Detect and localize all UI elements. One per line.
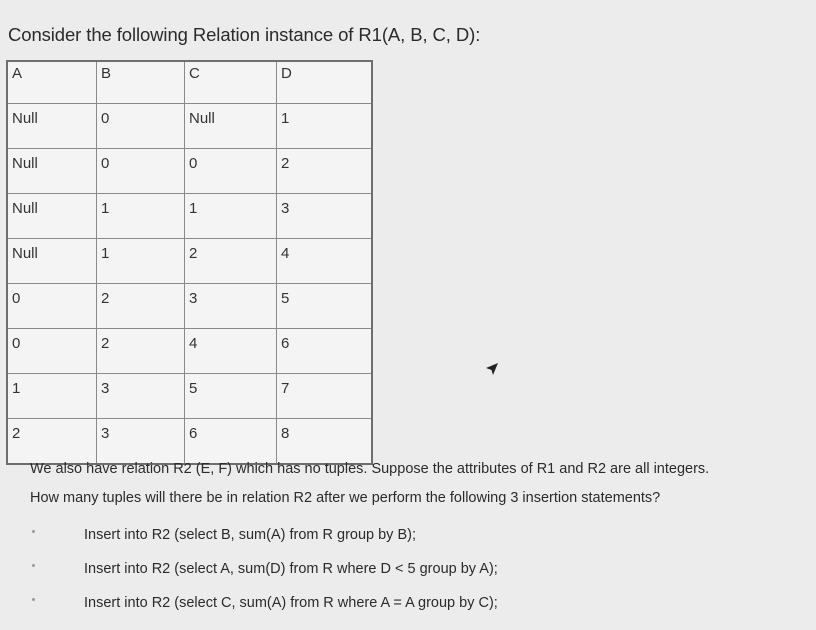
statement-text: Insert into R2 (select B, sum(A) from R group by B);	[84, 527, 416, 543]
table-cell: 2	[185, 239, 277, 284]
statement-text: Insert into R2 (select A, sum(D) from R where D < 5 group by A);	[84, 561, 498, 577]
table-cell: 5	[277, 284, 373, 329]
table-row	[7, 239, 372, 284]
question-line: We also have relation R2 (E, F) which has no tuples. Suppose the attributes of R1 and R2 are all integers.	[30, 461, 710, 477]
table-cell: 2	[97, 329, 185, 374]
table-cell: 2	[277, 149, 373, 194]
table-cell: 3	[97, 419, 185, 465]
column-header-a: A	[7, 61, 97, 104]
table-cell: 1	[277, 104, 373, 149]
table-cell: 4	[277, 239, 373, 284]
table-cell: Null	[7, 104, 97, 149]
table-cell: 1	[185, 194, 277, 239]
table-cell: Null	[185, 104, 277, 149]
table-cell: 3	[97, 374, 185, 419]
table-cell: 2	[7, 419, 97, 465]
question-line: How many tuples will there be in relation R2 after we perform the following 3 insertion statements?	[30, 490, 661, 506]
table-cell: 1	[97, 239, 185, 284]
table-cell: Null	[7, 194, 97, 239]
table-row	[7, 104, 372, 149]
table-row	[7, 149, 372, 194]
table-cell: 4	[185, 329, 277, 374]
table-cell: 0	[7, 284, 97, 329]
table-cell: 6	[277, 329, 373, 374]
table-cell: 0	[185, 149, 277, 194]
bullet-icon	[32, 530, 35, 533]
table-cell: 8	[277, 419, 373, 465]
table-cell: 7	[277, 374, 373, 419]
column-header-d: D	[277, 61, 373, 104]
table-cell: 3	[277, 194, 373, 239]
table-row	[7, 374, 372, 419]
table-cell: Null	[7, 239, 97, 284]
table-cell: 6	[185, 419, 277, 465]
table-row	[7, 329, 372, 374]
table-cell: 0	[97, 104, 185, 149]
table-cell: 1	[97, 194, 185, 239]
question-text	[30, 461, 709, 527]
table-cell: Null	[7, 149, 97, 194]
relation-table	[6, 60, 373, 465]
mouse-cursor-icon	[485, 362, 499, 376]
table-cell: 5	[185, 374, 277, 419]
table-row	[7, 419, 372, 465]
bullet-icon	[32, 598, 35, 601]
page-title: Consider the following Relation instance of R1(A, B, C, D):	[8, 24, 481, 45]
table-cell: 0	[7, 329, 97, 374]
table-cell: 3	[185, 284, 277, 329]
statement-text: Insert into R2 (select C, sum(A) from R where A = A group by C);	[84, 595, 498, 611]
table-cell: 0	[97, 149, 185, 194]
table-cell: 1	[7, 374, 97, 419]
bullet-icon	[32, 564, 35, 567]
column-header-c: C	[185, 61, 277, 104]
column-header-b: B	[97, 61, 185, 104]
table-row	[7, 284, 372, 329]
table-row	[7, 194, 372, 239]
table-cell: 2	[97, 284, 185, 329]
table-header-row	[7, 61, 372, 104]
